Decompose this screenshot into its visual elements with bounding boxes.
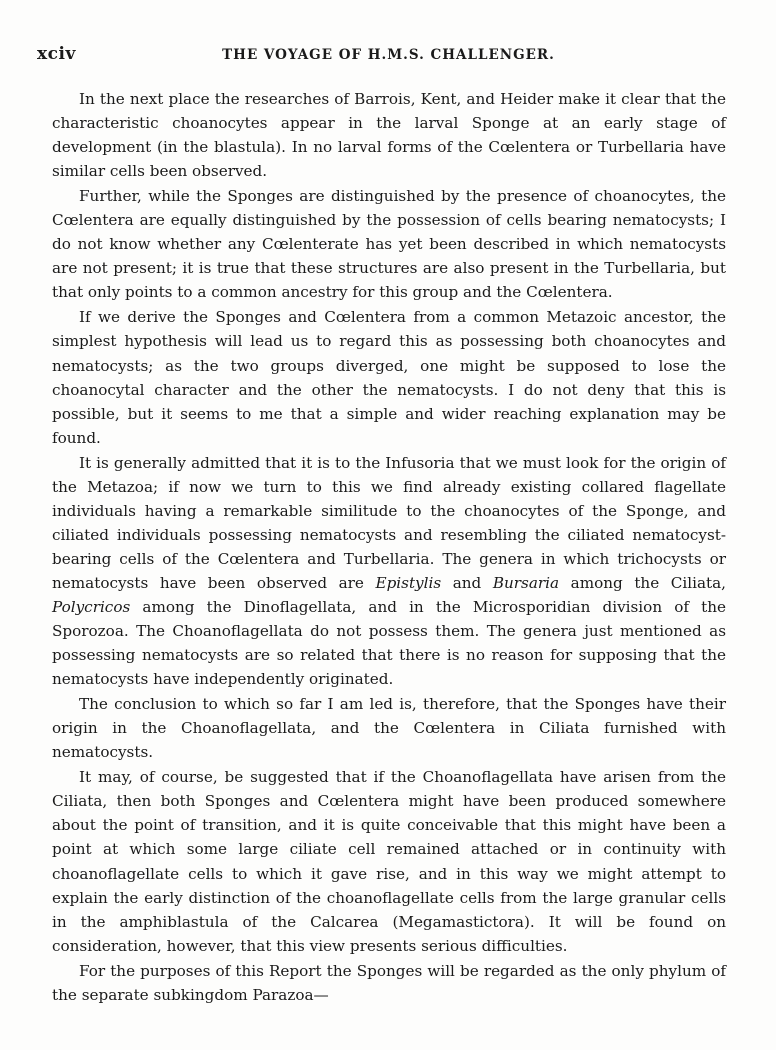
paragraph-2: Further, while the Sponges are distinguished by the presence of choanocytes, the Cœlentera are equally distinguished by the possession of cells bearing nematocysts; I do not know whether any Cœlenterate has yet been described in which nematocysts are not present; it is true that these structures are also present in the Turbellaria, but that only points to a common ancestry for this group and the Cœlentera. [52,187,726,302]
running-title: THE VOYAGE OF H.M.S. CHALLENGER. [222,47,555,63]
paragraph-4 [52,451,726,691]
genus-polycricos: Polycricos [52,597,131,616]
paragraph-4-text-b: and [441,573,493,592]
paragraph-4-text-d: among the Dinoflagellata, and in the Microsporidian division of the Sporozoa. The Choanoflagellata do not possess them. The genera just mentioned as possessing nematocysts are so related that there is no reason for supposing that the nematocysts have independently originated. [52,597,726,689]
paragraph-6: It may, of course, be suggested that if the Choanoflagellata have arisen from the Ciliata, then both Sponges and Cœlentera might have been produced somewhere about the point of transition, and it is quite conceivable that this might have been a point at which some large ciliate cell remained attached or in continuity with choanoflagellate cells to which it gave rise, and in this way we might attempt to explain the early distinction of the choanoflagellate cells from the large granular cells in the amphiblastula of the Calcarea (Megamastictora). It will be found on consideration, however, that this view presents serious difficulties. [52,768,726,955]
paragraph-3: If we derive the Sponges and Cœlentera from a common Metazoic ancestor, the simplest hypothesis will lead us to regard this as possessing both choanocytes and nematocysts; as the two groups diverged, one might be supposed to lose the choanocytal character and the other the nematocysts. I do not deny that this is possible, but it seems to me that a simple and wider reaching explanation may be found. [52,308,726,447]
paragraph-1: In the next place the researches of Barrois, Kent, and Heider make it clear that the characteristic choanocytes appear in the larval Sponge at an early stage of development (in the blastula). In no larval forms of the Cœlentera or Turbellaria have similar cells been observed. [52,90,726,181]
page-number: xciv [37,44,76,64]
paragraph-5: The conclusion to which so far I am led is, therefore, that the Sponges have their origin in the Choanoflagellata, and the Cœlentera in Ciliata furnished with nematocysts. [52,695,726,762]
genus-epistylis: Epistylis [375,573,442,592]
body-text [52,87,726,1008]
paragraph-7: For the purposes of this Report the Sponges will be regarded as the only phylum of the separate subkingdom Parazoa— [52,961,726,1004]
genus-bursaria: Bursaria [492,573,560,592]
paragraph-4-text-a: It is generally admitted that it is to the Infusoria that we must look for the origin of the Metazoa; if now we turn to this we find already existing collared flagellate individuals having a remarkable similitude to the choanocytes of the Sponge, and ciliated individuals possessing nematocysts and resembling the ciliated nematocyst-bearing cells of the Cœlentera and Turbellaria. The genera in which trichocysts or nematocysts have been observed are [52,453,726,592]
running-header [37,44,740,68]
paragraph-4-text-c: among the Ciliata, [559,573,726,592]
